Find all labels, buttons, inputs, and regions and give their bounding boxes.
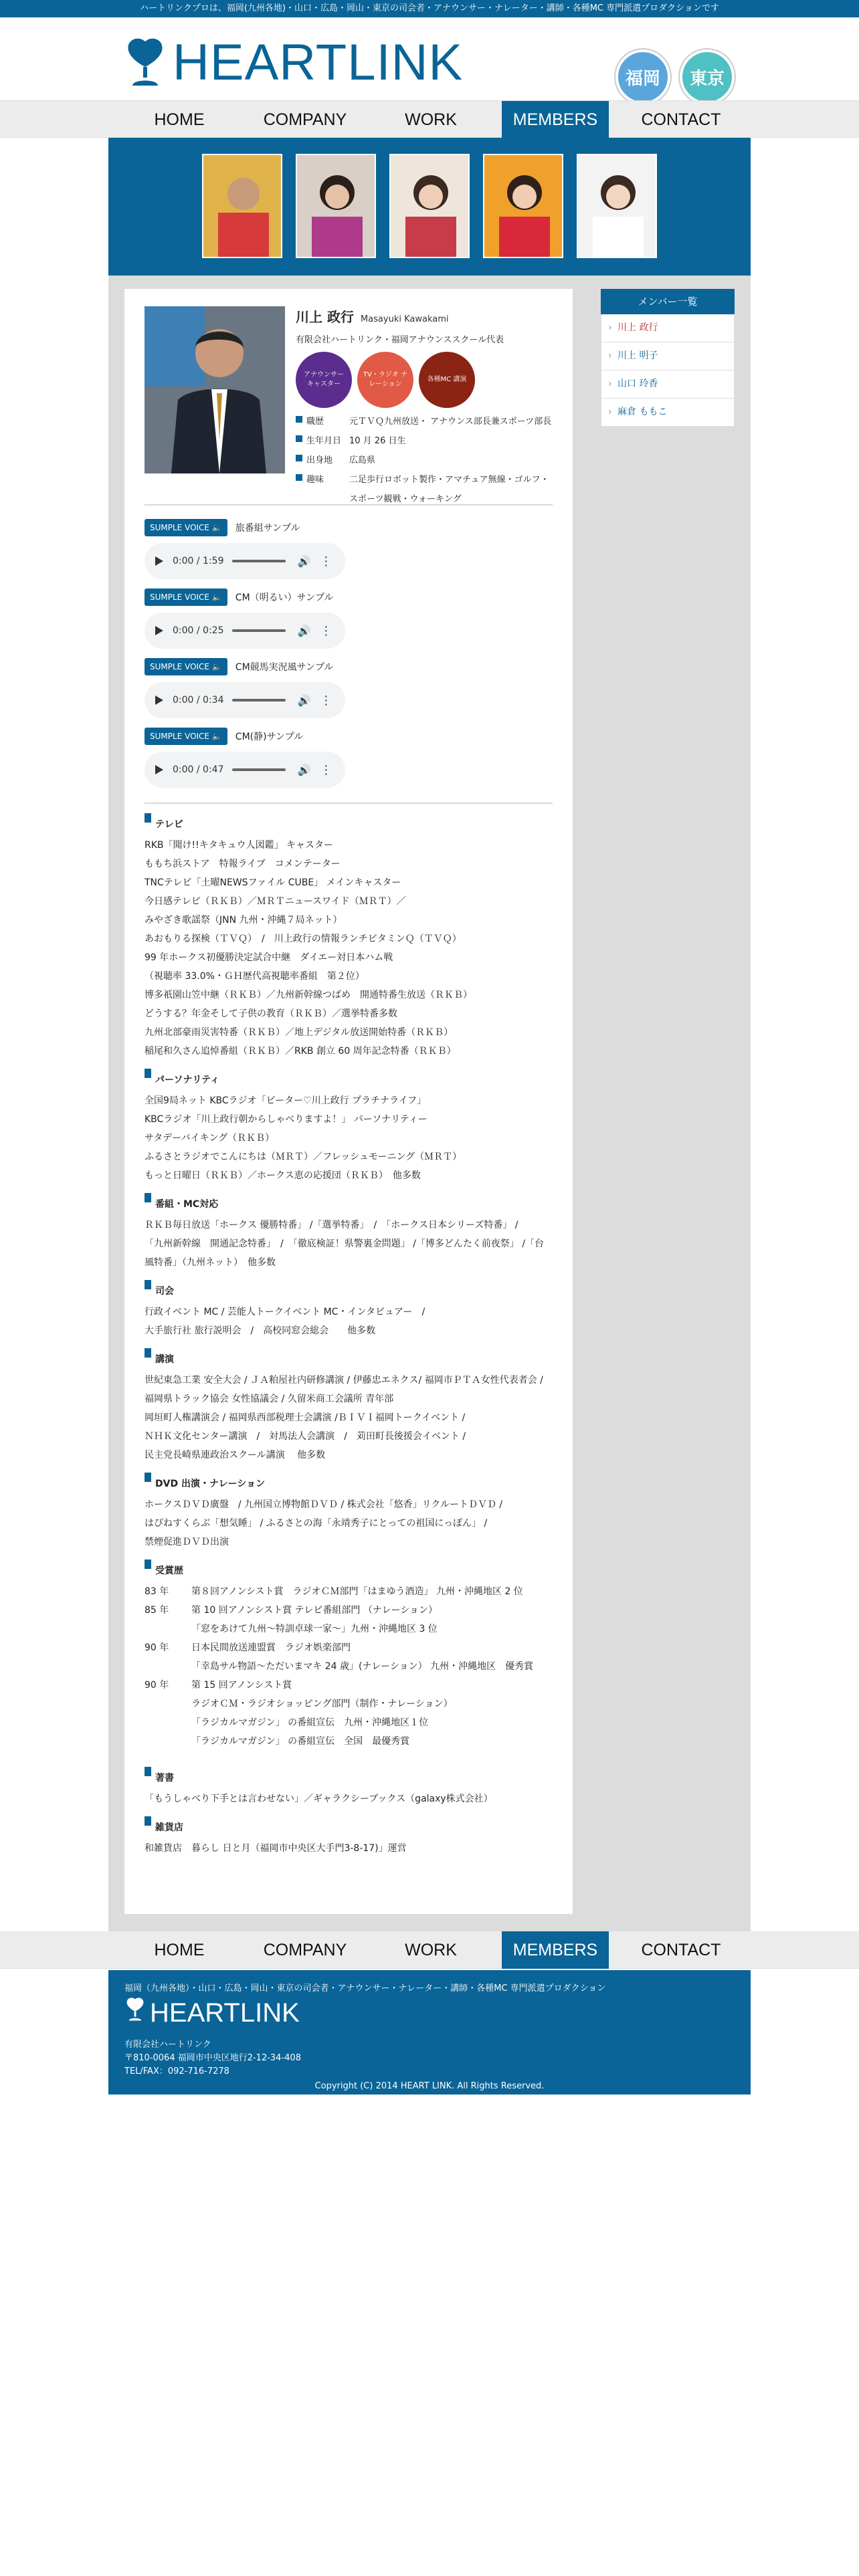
- award-year: [145, 1713, 191, 1732]
- section-title: 司会: [145, 1284, 553, 1297]
- list-item: TNCテレビ「土曜NEWSファイル CUBE」 メインキャスター: [145, 877, 401, 888]
- list-item: 禁煙促進ＤＶＤ出演: [145, 1537, 229, 1547]
- list-item: （視聴率 33.0%・ＧＨ歴代高視聴率番組 第２位）: [145, 971, 365, 982]
- footer-nav: [0, 1931, 859, 1969]
- more-options-icon[interactable]: ⋮: [320, 554, 332, 568]
- award-year: 90 年: [145, 1680, 169, 1691]
- sidebar-title: メンバー一覧: [601, 289, 735, 314]
- award-year: 90 年: [145, 1642, 169, 1653]
- award-row: [145, 1695, 553, 1713]
- profile-header: [145, 306, 553, 504]
- row-value: 10 月 26 日生: [349, 436, 406, 446]
- list-item: 大手旅行社 旅行説明会 / 高校同窓会総会 他多数: [145, 1325, 376, 1336]
- list-item: 全国9局ネット KBCラジオ「ピーター♡川上政行 プラチナライフ」: [145, 1095, 427, 1106]
- player-time: 0:00 / 0:25: [173, 625, 224, 636]
- member-thumb[interactable]: [389, 154, 470, 258]
- list-item: ふるさとラジオでこんにちは（ＭＲＴ）／フレッシュモーニング（ＭＲＴ）: [145, 1152, 462, 1162]
- seek-bar[interactable]: [232, 560, 286, 562]
- voice-label: CM（明るい）サンプル: [235, 593, 334, 603]
- member-thumb[interactable]: [577, 154, 657, 258]
- row-value: 元ＴＶＱ九州放送・ アナウンス部長兼スポーツ部長: [349, 417, 552, 427]
- site-logo[interactable]: [123, 35, 463, 91]
- award-row: [145, 1582, 553, 1601]
- footer-tel: TEL/FAX：092-716-7278: [124, 2066, 229, 2076]
- list-item: はぴねすくらぶ「想気睡」 / ふるさとの海「永靖秀子にとっての祖国にっぽん」 /: [145, 1518, 488, 1529]
- award-text: 「ラジカルマガジン」 の番組宣伝 全国 最優秀賞: [191, 1736, 410, 1747]
- site-footer: [108, 1970, 751, 2095]
- list-item: 行政イベント MC / 芸能人トークイベント MC・インタビュアー /: [145, 1307, 425, 1317]
- sidebar-item-asakura-momoko[interactable]: › 麻倉 ももこ: [601, 399, 735, 427]
- award-year: [145, 1695, 191, 1713]
- audio-player: [145, 752, 345, 788]
- award-year: 85 年: [145, 1605, 169, 1616]
- row-key: 趣味: [296, 470, 349, 509]
- nav-work[interactable]: WORK: [405, 1941, 457, 1959]
- list-item: 博多祇園山笠中継（ＲＫＢ）／九州新幹線つばめ 開通特番生放送（ＲＫＢ）: [145, 990, 472, 1000]
- audio-player: [145, 543, 345, 579]
- section-lecture: [145, 1352, 553, 1465]
- voice-label: CM競馬実況風サンプル: [235, 662, 334, 673]
- award-year: [145, 1620, 191, 1638]
- footer-logo-text: HEARTLINK: [150, 1998, 300, 2028]
- volume-icon[interactable]: 🔊: [297, 763, 311, 776]
- profile-name-jp: 川上 政行: [296, 309, 354, 325]
- list-item: 和雑貨店 暮らし 日と月（福岡市中央区大手門3-8-17)」運営: [145, 1843, 407, 1854]
- site-header: [0, 17, 859, 100]
- award-row: [145, 1676, 553, 1695]
- play-icon[interactable]: [155, 626, 163, 635]
- sidebar-item-yamaguchi-reika[interactable]: › 山口 玲香: [601, 370, 735, 399]
- logo-text: HEARTLINK: [173, 34, 464, 91]
- nav-work[interactable]: WORK: [405, 110, 457, 129]
- play-icon[interactable]: [155, 695, 163, 705]
- section-shop: [145, 1820, 553, 1858]
- list-item: もっと日曜日（ＲＫＢ）／ホークス恵の応援団（ＲＫＢ） 他多数: [145, 1170, 421, 1181]
- section-awards: [145, 1564, 553, 1751]
- main-nav: [0, 100, 859, 138]
- section-title: DVD 出演・ナレーション: [145, 1477, 553, 1490]
- list-item: あおもりる探検（ＴＶＱ） / 川上政行の情報ランチビタミンＱ（ＴＶＱ）: [145, 934, 462, 944]
- play-icon[interactable]: [155, 556, 163, 566]
- profile-row: [296, 412, 557, 431]
- nav-home[interactable]: HOME: [154, 110, 205, 129]
- list-item: ももち浜ストア 特報ライブ コメンテーター: [145, 859, 341, 869]
- section-host: [145, 1284, 553, 1340]
- profile-row: [296, 470, 557, 509]
- list-item: ＲＫＢ毎日放送「ホークス 優勝特番」 /「選挙特番」 / 「ホークス日本シリーズ特番」 /: [145, 1220, 518, 1230]
- footer-company: 有限会社ハートリンク: [124, 2040, 211, 2050]
- sidebar-item-kawakami-akiko[interactable]: › 川上 明子: [601, 342, 735, 370]
- nav-home[interactable]: HOME: [154, 1941, 205, 1959]
- award-text: 第 10 回アノンシスト賞 テレビ番組部門 （ナレーション）: [191, 1605, 438, 1616]
- profile-content: [124, 289, 573, 1914]
- seek-bar[interactable]: [232, 699, 286, 702]
- profile-row: [296, 431, 557, 451]
- list-item: KBCラジオ「川上政行朝からしゃべりますよ！」 パーソナリティー: [145, 1114, 427, 1125]
- more-options-icon[interactable]: ⋮: [320, 693, 332, 708]
- voice-sample: [145, 658, 553, 728]
- award-row: [145, 1732, 553, 1751]
- profile-name: [296, 306, 557, 326]
- sample-voice-button[interactable]: SUMPLE VOICE 🔈: [145, 519, 227, 536]
- award-text: 「窓をあけて九州〜特訓卓球一家〜」九州・沖縄地区 3 位: [191, 1624, 438, 1634]
- nav-contact[interactable]: CONTACT: [641, 110, 721, 129]
- section-title: 著書: [145, 1771, 553, 1784]
- voice-sample: [145, 519, 553, 588]
- more-options-icon[interactable]: ⋮: [320, 623, 332, 638]
- speaker-icon: 🔈: [211, 732, 222, 741]
- list-item: 「もうしゃべり下手とは言わせない」／ギャラクシーブックス（galaxy株式会社）: [145, 1794, 493, 1804]
- seek-bar[interactable]: [232, 768, 286, 771]
- more-options-icon[interactable]: ⋮: [320, 762, 332, 777]
- volume-icon[interactable]: 🔊: [297, 693, 311, 707]
- badge-announcer: アナウンサー キャスター: [296, 352, 352, 408]
- badge-mc: 各種MC 講演: [419, 352, 475, 408]
- list-item: みやざき歌謡祭（JNN 九州・沖縄７局ネット）: [145, 915, 343, 926]
- profile-info: [296, 306, 557, 509]
- list-item: ホークスＤＶＤ廣盤 / 九州国立博物館ＤＶＤ / 株式会社「悠香」リクルートＤＶＤ /: [145, 1499, 503, 1510]
- volume-icon[interactable]: 🔊: [297, 554, 311, 568]
- award-row: [145, 1620, 553, 1638]
- section-title: 雑貨店: [145, 1820, 553, 1834]
- voice-sample: [145, 588, 553, 658]
- profile-row: [296, 451, 557, 470]
- profile-name-roman: Masayuki Kawakami: [360, 314, 449, 324]
- list-item: ＮＨＫ文化センター講演 / 対馬法人会講演 / 苅田町長後援会イベント /: [145, 1431, 466, 1442]
- section-mc: [145, 1197, 553, 1272]
- section-title: 番組・MC対応: [145, 1197, 553, 1210]
- main-column: [108, 276, 751, 1931]
- award-year: [145, 1657, 191, 1676]
- footer-logo[interactable]: [124, 1997, 300, 2029]
- nav-company[interactable]: COMPANY: [263, 110, 347, 129]
- list-item: 99 年ホークス初優勝決定試合中継 ダイエー対日本ハム戦: [145, 952, 393, 963]
- member-sidebar: [601, 289, 735, 427]
- speaker-icon: 🔈: [211, 523, 222, 532]
- member-thumb[interactable]: [202, 154, 282, 258]
- speaker-icon: 🔈: [211, 662, 222, 671]
- award-year: 83 年: [145, 1586, 169, 1597]
- list-item: サタデーバイキング（ＲＫＢ）: [145, 1133, 275, 1144]
- footer-address: 〒810-0064 福岡市中央区地行2-12-34-408: [124, 2053, 301, 2063]
- member-thumb[interactable]: [483, 154, 563, 258]
- section-title: 受賞歴: [145, 1564, 553, 1577]
- badge-narration: TV・ラジオ ナレーション: [357, 352, 413, 408]
- voice-label: CM(静)サンプル: [235, 732, 304, 742]
- list-item: 今日感テレビ（ＲＫＢ）／ＭＲＴニュースワイド（ＭＲＴ）／: [145, 896, 406, 907]
- audio-player: [145, 682, 345, 718]
- divider: [145, 802, 553, 804]
- award-text: 日本民間放送連盟賞 ラジオ娯楽部門: [191, 1642, 351, 1653]
- row-value: 二足歩行ロボット製作・アマチュア無線・ゴルフ・スポーツ観戦・ウォーキング: [349, 475, 549, 504]
- award-row: [145, 1638, 553, 1657]
- audio-player: [145, 613, 345, 649]
- award-row: [145, 1601, 553, 1620]
- list-item: 福岡県トラック協会 女性協議会 / 久留米商工会議所 青年部: [145, 1394, 394, 1404]
- award-text: 「幸島サル物語〜ただいまマキ 24 歳」(ナレーション） 九州・沖縄地区 優秀賞: [191, 1661, 534, 1672]
- voice-label: 旅番組サンプル: [235, 523, 300, 534]
- list-item: 稲尾和久さん追悼番組（ＲＫＢ）／RKB 創立 60 周年記念特番（ＲＫＢ）: [145, 1046, 456, 1057]
- top-tagline: ハートリンクプロは、福岡(九州各地)・山口・広島・岡山・東京の司会者・アナウンサー・ナレーター・講師・各種MC 専門派遣プロダクションです: [0, 0, 859, 17]
- list-item: 岡垣町人権講演会 / 福岡県西部税理士会講演 /ＢＩＶＩ福岡トークイベント /: [145, 1412, 466, 1423]
- sample-voice-button[interactable]: SUMPLE VOICE 🔈: [145, 588, 227, 606]
- sample-voice-button[interactable]: SUMPLE VOICE 🔈: [145, 728, 227, 745]
- section-title: 講演: [145, 1352, 553, 1366]
- list-item: RKB「聞け!!キタキュウ人図鑑」 キャスター: [145, 840, 334, 851]
- award-row: [145, 1713, 553, 1732]
- list-item: 風特番」（九州ネット） 他多数: [145, 1257, 276, 1268]
- list-item: 九州北部豪雨災害特番（ＲＫＢ）／地上デジタル放送開始特番（ＲＫＢ）: [145, 1027, 454, 1038]
- nav-contact[interactable]: CONTACT: [641, 1941, 721, 1959]
- profile-photo: [145, 306, 285, 473]
- fukuoka-button[interactable]: 福岡: [615, 49, 670, 104]
- profile-company: 有限会社ハートリンク・福岡アナウンススクール代表: [296, 335, 504, 345]
- list-item: 民主党長崎県連政治スクール講演 他多数: [145, 1450, 326, 1461]
- award-text: 第８回アノンシスト賞 ラジオＣＭ部門「はまゆう酒造」 九州・沖縄地区 2 位: [191, 1586, 523, 1597]
- specialty-badges: [296, 352, 557, 408]
- nav-company[interactable]: COMPANY: [263, 1941, 347, 1959]
- player-time: 0:00 / 1:59: [173, 556, 224, 566]
- microphone-heart-icon: [124, 1997, 146, 2029]
- award-year: [145, 1732, 191, 1751]
- player-time: 0:00 / 0:47: [173, 764, 224, 775]
- footer-tagline: 福岡（九州各地）・山口・広島・岡山・東京の司会者・アナウンサー・ナレーター・講師・各種MC 専門派遣プロダクション: [124, 1983, 606, 1994]
- section-title: テレビ: [145, 817, 553, 831]
- member-thumb[interactable]: [296, 154, 376, 258]
- play-icon[interactable]: [155, 765, 163, 774]
- row-key: 生年月日: [296, 431, 349, 451]
- row-key: 職歴: [296, 412, 349, 431]
- sidebar-item-kawakami-masayuki[interactable]: › 川上 政行: [601, 314, 735, 342]
- award-row: [145, 1657, 553, 1676]
- tokyo-button[interactable]: 東京: [680, 49, 735, 104]
- voice-sample: [145, 728, 553, 797]
- copyright: Copyright (C) 2014 HEART LINK. All Rights Reserved.: [314, 2081, 545, 2091]
- list-item: 「九州新幹線 開通記念特番」 / 「徹底検証！県警裏金問題」 /「博多どんたく前夜祭」 /「台: [145, 1239, 545, 1249]
- seek-bar[interactable]: [232, 629, 286, 632]
- award-text: 第 15 回アノンシスト賞: [191, 1680, 292, 1691]
- award-text: 「ラジカルマガジン」 の番組宣伝 九州・沖縄地区１位: [191, 1717, 429, 1728]
- award-text: ラジオＣＭ・ラジオショッピング部門（制作・ナレーション）: [191, 1699, 453, 1709]
- row-key: 出身地: [296, 451, 349, 470]
- section-books: [145, 1771, 553, 1808]
- nav-members[interactable]: MEMBERS: [502, 1931, 609, 1969]
- section-title: パーソナリティ: [145, 1073, 553, 1086]
- volume-icon[interactable]: 🔊: [297, 624, 311, 637]
- player-time: 0:00 / 0:34: [173, 695, 224, 706]
- sample-voice-button[interactable]: SUMPLE VOICE 🔈: [145, 658, 227, 675]
- list-item: 世紀東急工業 安全大会 / ＪＡ粕屋社内研修講演 / 伊藤忠エネクス/ 福岡市ＰＴＡ女性代表者会 /: [145, 1375, 543, 1386]
- list-item: どうする？年金そして子供の教育（ＲＫＢ）／選挙特番多数: [145, 1008, 397, 1019]
- section-tv: [145, 817, 553, 1061]
- speaker-icon: 🔈: [211, 593, 222, 602]
- member-banner: [108, 138, 751, 276]
- section-dvd: [145, 1477, 553, 1551]
- row-value: 広島県: [349, 455, 376, 465]
- nav-members[interactable]: MEMBERS: [502, 101, 609, 138]
- microphone-heart-icon: [123, 37, 167, 88]
- section-radio: [145, 1073, 553, 1185]
